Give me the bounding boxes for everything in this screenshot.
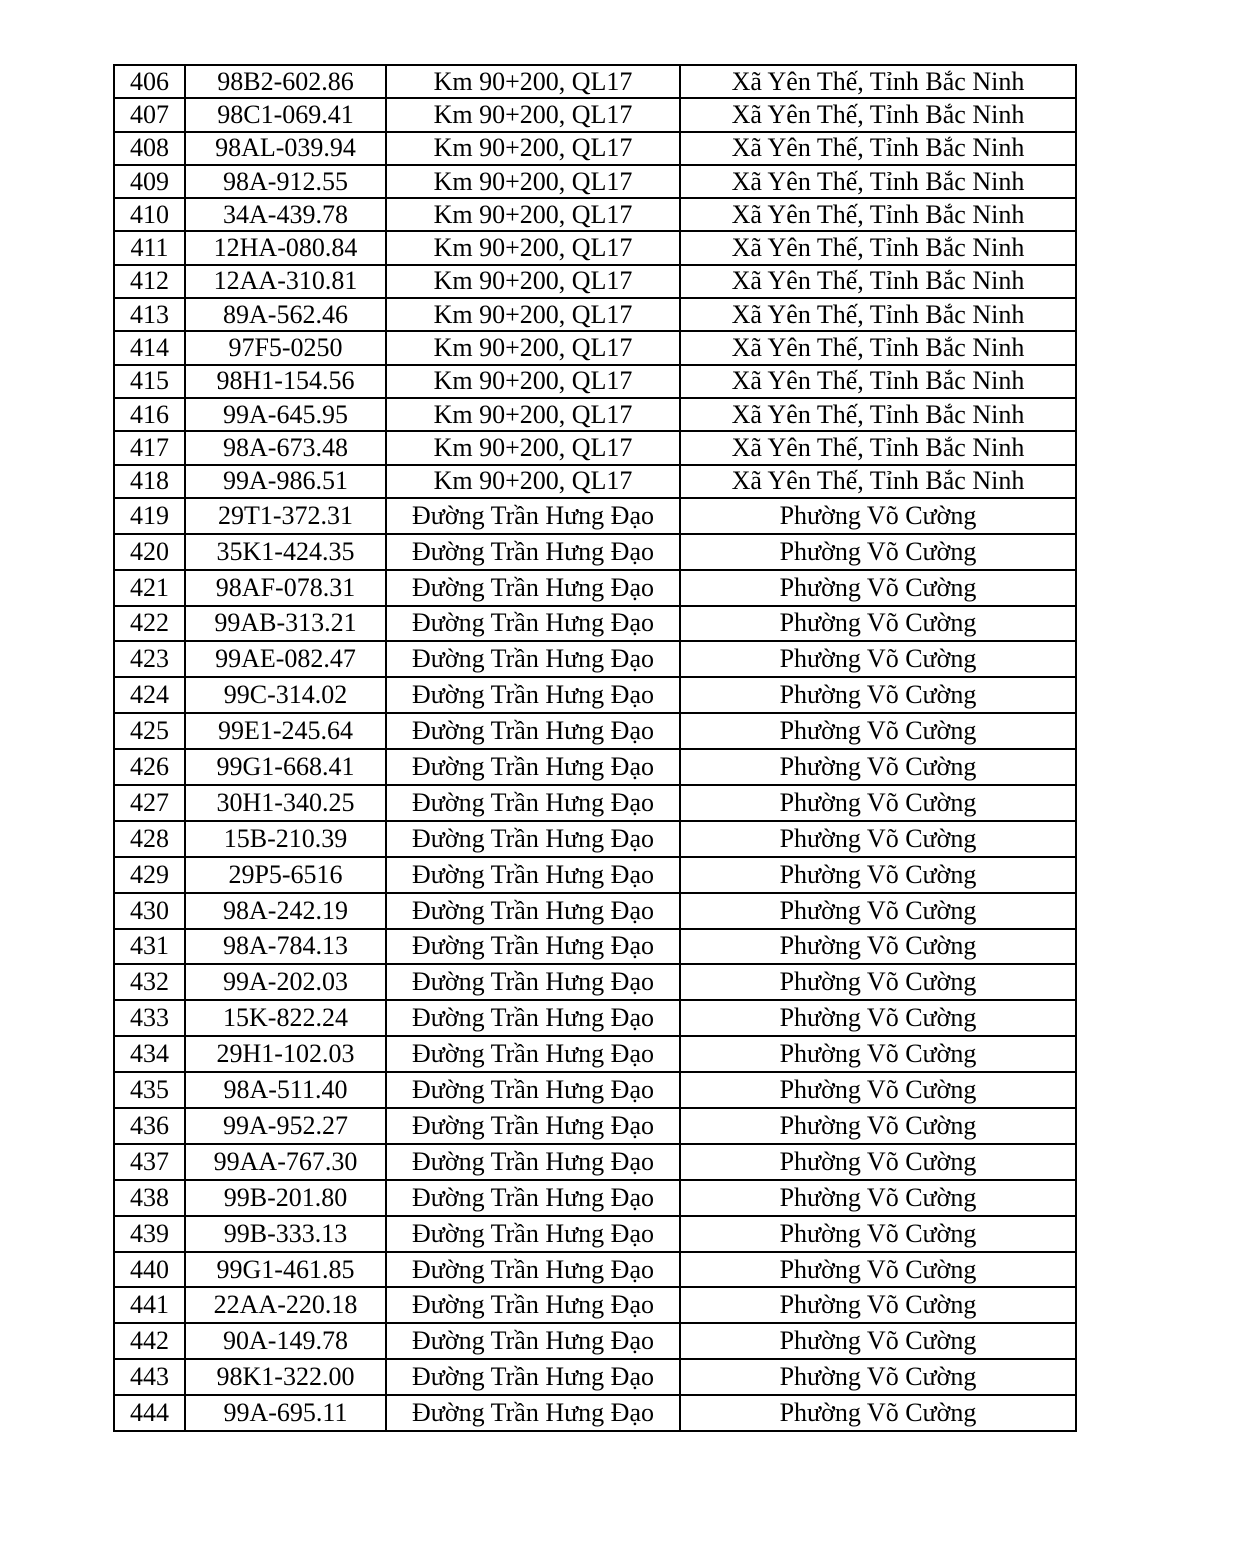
area-cell: Phường Võ Cường <box>680 964 1076 1000</box>
area-cell: Phường Võ Cường <box>680 1323 1076 1359</box>
table-row <box>114 465 1076 498</box>
area-cell: Phường Võ Cường <box>680 1144 1076 1180</box>
area-cell: Phường Võ Cường <box>680 1000 1076 1036</box>
area-cell: Xã Yên Thế, Tỉnh Bắc Ninh <box>680 165 1076 198</box>
table-row <box>114 498 1076 534</box>
table-row <box>114 198 1076 231</box>
license-plate-cell: 99B-333.13 <box>185 1216 386 1252</box>
table-row <box>114 65 1076 98</box>
license-plate-cell: 99A-202.03 <box>185 964 386 1000</box>
area-cell: Phường Võ Cường <box>680 1108 1076 1144</box>
row-number-cell: 434 <box>114 1036 185 1072</box>
area-cell: Phường Võ Cường <box>680 1180 1076 1216</box>
area-cell: Phường Võ Cường <box>680 821 1076 857</box>
row-number-cell: 406 <box>114 65 185 98</box>
license-plate-cell: 90A-149.78 <box>185 1323 386 1359</box>
license-plate-cell: 98C1-069.41 <box>185 98 386 131</box>
area-cell: Phường Võ Cường <box>680 606 1076 642</box>
table-row <box>114 1395 1076 1431</box>
location-cell: Đường Trần Hưng Đạo <box>386 964 680 1000</box>
area-cell: Phường Võ Cường <box>680 713 1076 749</box>
license-plate-cell: 98H1-154.56 <box>185 365 386 398</box>
location-cell: Đường Trần Hưng Đạo <box>386 1144 680 1180</box>
row-number-cell: 411 <box>114 231 185 264</box>
table-row <box>114 365 1076 398</box>
location-cell: Đường Trần Hưng Đạo <box>386 677 680 713</box>
location-cell: Đường Trần Hưng Đạo <box>386 1287 680 1323</box>
location-cell: Đường Trần Hưng Đạo <box>386 857 680 893</box>
row-number-cell: 427 <box>114 785 185 821</box>
table-row <box>114 98 1076 131</box>
row-number-cell: 408 <box>114 132 185 165</box>
license-plate-cell: 89A-562.46 <box>185 298 386 331</box>
area-cell: Phường Võ Cường <box>680 1072 1076 1108</box>
area-cell: Phường Võ Cường <box>680 857 1076 893</box>
area-cell: Phường Võ Cường <box>680 1359 1076 1395</box>
table-row <box>114 749 1076 785</box>
table-row <box>114 641 1076 677</box>
row-number-cell: 438 <box>114 1180 185 1216</box>
row-number-cell: 416 <box>114 398 185 431</box>
license-plate-cell: 98A-784.13 <box>185 929 386 965</box>
location-cell: Km 90+200, QL17 <box>386 265 680 298</box>
license-plate-cell: 98A-511.40 <box>185 1072 386 1108</box>
location-cell: Km 90+200, QL17 <box>386 398 680 431</box>
table-row <box>114 1000 1076 1036</box>
row-number-cell: 420 <box>114 534 185 570</box>
table-row <box>114 893 1076 929</box>
table-row <box>114 231 1076 264</box>
row-number-cell: 440 <box>114 1252 185 1288</box>
location-cell: Km 90+200, QL17 <box>386 465 680 498</box>
row-number-cell: 426 <box>114 749 185 785</box>
table-row <box>114 165 1076 198</box>
row-number-cell: 414 <box>114 331 185 364</box>
location-cell: Km 90+200, QL17 <box>386 298 680 331</box>
row-number-cell: 433 <box>114 1000 185 1036</box>
location-cell: Đường Trần Hưng Đạo <box>386 785 680 821</box>
row-number-cell: 417 <box>114 431 185 464</box>
table-row <box>114 1108 1076 1144</box>
row-number-cell: 436 <box>114 1108 185 1144</box>
license-plate-cell: 99E1-245.64 <box>185 713 386 749</box>
location-cell: Đường Trần Hưng Đạo <box>386 1252 680 1288</box>
license-plate-cell: 15K-822.24 <box>185 1000 386 1036</box>
row-number-cell: 424 <box>114 677 185 713</box>
location-cell: Đường Trần Hưng Đạo <box>386 1216 680 1252</box>
row-number-cell: 413 <box>114 298 185 331</box>
table-row <box>114 331 1076 364</box>
location-cell: Đường Trần Hưng Đạo <box>386 534 680 570</box>
location-cell: Đường Trần Hưng Đạo <box>386 1395 680 1431</box>
license-plate-cell: 98A-912.55 <box>185 165 386 198</box>
table-row <box>114 929 1076 965</box>
area-cell: Xã Yên Thế, Tỉnh Bắc Ninh <box>680 431 1076 464</box>
table-row <box>114 1216 1076 1252</box>
license-plate-cell: 98A-242.19 <box>185 893 386 929</box>
row-number-cell: 415 <box>114 365 185 398</box>
table-row <box>114 265 1076 298</box>
area-cell: Xã Yên Thế, Tỉnh Bắc Ninh <box>680 331 1076 364</box>
table-row <box>114 821 1076 857</box>
location-cell: Đường Trần Hưng Đạo <box>386 821 680 857</box>
license-plate-cell: 99AA-767.30 <box>185 1144 386 1180</box>
license-plate-cell: 97F5-0250 <box>185 331 386 364</box>
row-number-cell: 421 <box>114 570 185 606</box>
row-number-cell: 418 <box>114 465 185 498</box>
location-cell: Km 90+200, QL17 <box>386 98 680 131</box>
row-number-cell: 444 <box>114 1395 185 1431</box>
location-cell: Đường Trần Hưng Đạo <box>386 893 680 929</box>
location-cell: Đường Trần Hưng Đạo <box>386 713 680 749</box>
row-number-cell: 437 <box>114 1144 185 1180</box>
license-plate-cell: 98A-673.48 <box>185 431 386 464</box>
area-cell: Phường Võ Cường <box>680 1252 1076 1288</box>
table-row <box>114 677 1076 713</box>
location-cell: Đường Trần Hưng Đạo <box>386 606 680 642</box>
row-number-cell: 432 <box>114 964 185 1000</box>
row-number-cell: 425 <box>114 713 185 749</box>
row-number-cell: 410 <box>114 198 185 231</box>
location-cell: Km 90+200, QL17 <box>386 331 680 364</box>
area-cell: Xã Yên Thế, Tỉnh Bắc Ninh <box>680 231 1076 264</box>
row-number-cell: 431 <box>114 929 185 965</box>
table-row <box>114 298 1076 331</box>
table-body <box>114 65 1076 1431</box>
area-cell: Phường Võ Cường <box>680 1036 1076 1072</box>
area-cell: Phường Võ Cường <box>680 785 1076 821</box>
license-plate-cell: 99AB-313.21 <box>185 606 386 642</box>
license-plate-cell: 29P5-6516 <box>185 857 386 893</box>
table-row <box>114 132 1076 165</box>
license-plate-cell: 12HA-080.84 <box>185 231 386 264</box>
license-plate-cell: 34A-439.78 <box>185 198 386 231</box>
location-cell: Km 90+200, QL17 <box>386 231 680 264</box>
table-row <box>114 713 1076 749</box>
license-plate-cell: 29T1-372.31 <box>185 498 386 534</box>
area-cell: Phường Võ Cường <box>680 749 1076 785</box>
row-number-cell: 412 <box>114 265 185 298</box>
table-row <box>114 857 1076 893</box>
location-cell: Đường Trần Hưng Đạo <box>386 929 680 965</box>
row-number-cell: 423 <box>114 641 185 677</box>
row-number-cell: 428 <box>114 821 185 857</box>
row-number-cell: 443 <box>114 1359 185 1395</box>
location-cell: Đường Trần Hưng Đạo <box>386 1180 680 1216</box>
location-cell: Km 90+200, QL17 <box>386 198 680 231</box>
table-row <box>114 1072 1076 1108</box>
location-cell: Đường Trần Hưng Đạo <box>386 749 680 785</box>
table-row <box>114 398 1076 431</box>
license-plate-cell: 98K1-322.00 <box>185 1359 386 1395</box>
location-cell: Đường Trần Hưng Đạo <box>386 570 680 606</box>
area-cell: Phường Võ Cường <box>680 641 1076 677</box>
license-plate-cell: 98B2-602.86 <box>185 65 386 98</box>
area-cell: Phường Võ Cường <box>680 893 1076 929</box>
location-cell: Đường Trần Hưng Đạo <box>386 1036 680 1072</box>
table-row <box>114 1036 1076 1072</box>
license-plate-cell: 98AL-039.94 <box>185 132 386 165</box>
license-plate-cell: 99B-201.80 <box>185 1180 386 1216</box>
area-cell: Phường Võ Cường <box>680 534 1076 570</box>
location-cell: Đường Trần Hưng Đạo <box>386 1072 680 1108</box>
table-row <box>114 964 1076 1000</box>
license-plate-cell: 12AA-310.81 <box>185 265 386 298</box>
table-row <box>114 1359 1076 1395</box>
location-cell: Km 90+200, QL17 <box>386 165 680 198</box>
license-plate-cell: 29H1-102.03 <box>185 1036 386 1072</box>
area-cell: Xã Yên Thế, Tỉnh Bắc Ninh <box>680 365 1076 398</box>
table-row <box>114 785 1076 821</box>
location-cell: Đường Trần Hưng Đạo <box>386 1108 680 1144</box>
location-cell: Đường Trần Hưng Đạo <box>386 1000 680 1036</box>
license-plate-cell: 99G1-461.85 <box>185 1252 386 1288</box>
area-cell: Xã Yên Thế, Tỉnh Bắc Ninh <box>680 98 1076 131</box>
row-number-cell: 419 <box>114 498 185 534</box>
license-plate-cell: 99A-986.51 <box>185 465 386 498</box>
row-number-cell: 409 <box>114 165 185 198</box>
area-cell: Phường Võ Cường <box>680 1395 1076 1431</box>
row-number-cell: 422 <box>114 606 185 642</box>
license-plate-cell: 22AA-220.18 <box>185 1287 386 1323</box>
row-number-cell: 407 <box>114 98 185 131</box>
license-plate-cell: 35K1-424.35 <box>185 534 386 570</box>
table-row <box>114 431 1076 464</box>
location-cell: Đường Trần Hưng Đạo <box>386 1359 680 1395</box>
table-row <box>114 1252 1076 1288</box>
table-row <box>114 1180 1076 1216</box>
table-row <box>114 1287 1076 1323</box>
area-cell: Phường Võ Cường <box>680 929 1076 965</box>
location-cell: Km 90+200, QL17 <box>386 431 680 464</box>
area-cell: Phường Võ Cường <box>680 677 1076 713</box>
area-cell: Phường Võ Cường <box>680 570 1076 606</box>
license-plate-cell: 99A-645.95 <box>185 398 386 431</box>
area-cell: Phường Võ Cường <box>680 498 1076 534</box>
location-cell: Đường Trần Hưng Đạo <box>386 641 680 677</box>
table-row <box>114 1144 1076 1180</box>
table-row <box>114 1323 1076 1359</box>
area-cell: Xã Yên Thế, Tỉnh Bắc Ninh <box>680 398 1076 431</box>
table-row <box>114 606 1076 642</box>
license-plate-cell: 99C-314.02 <box>185 677 386 713</box>
row-number-cell: 439 <box>114 1216 185 1252</box>
row-number-cell: 430 <box>114 893 185 929</box>
license-plate-cell: 99G1-668.41 <box>185 749 386 785</box>
area-cell: Phường Võ Cường <box>680 1216 1076 1252</box>
violations-table <box>113 64 1077 1432</box>
table-row <box>114 570 1076 606</box>
row-number-cell: 441 <box>114 1287 185 1323</box>
location-cell: Đường Trần Hưng Đạo <box>386 498 680 534</box>
location-cell: Km 90+200, QL17 <box>386 65 680 98</box>
row-number-cell: 429 <box>114 857 185 893</box>
location-cell: Km 90+200, QL17 <box>386 132 680 165</box>
area-cell: Xã Yên Thế, Tỉnh Bắc Ninh <box>680 265 1076 298</box>
license-plate-cell: 15B-210.39 <box>185 821 386 857</box>
license-plate-cell: 99A-952.27 <box>185 1108 386 1144</box>
area-cell: Xã Yên Thế, Tỉnh Bắc Ninh <box>680 65 1076 98</box>
table-row <box>114 534 1076 570</box>
area-cell: Phường Võ Cường <box>680 1287 1076 1323</box>
license-plate-cell: 98AF-078.31 <box>185 570 386 606</box>
license-plate-cell: 99AE-082.47 <box>185 641 386 677</box>
license-plate-cell: 99A-695.11 <box>185 1395 386 1431</box>
area-cell: Xã Yên Thế, Tỉnh Bắc Ninh <box>680 198 1076 231</box>
location-cell: Km 90+200, QL17 <box>386 365 680 398</box>
area-cell: Xã Yên Thế, Tỉnh Bắc Ninh <box>680 298 1076 331</box>
location-cell: Đường Trần Hưng Đạo <box>386 1323 680 1359</box>
row-number-cell: 435 <box>114 1072 185 1108</box>
area-cell: Xã Yên Thế, Tỉnh Bắc Ninh <box>680 465 1076 498</box>
license-plate-cell: 30H1-340.25 <box>185 785 386 821</box>
area-cell: Xã Yên Thế, Tỉnh Bắc Ninh <box>680 132 1076 165</box>
row-number-cell: 442 <box>114 1323 185 1359</box>
